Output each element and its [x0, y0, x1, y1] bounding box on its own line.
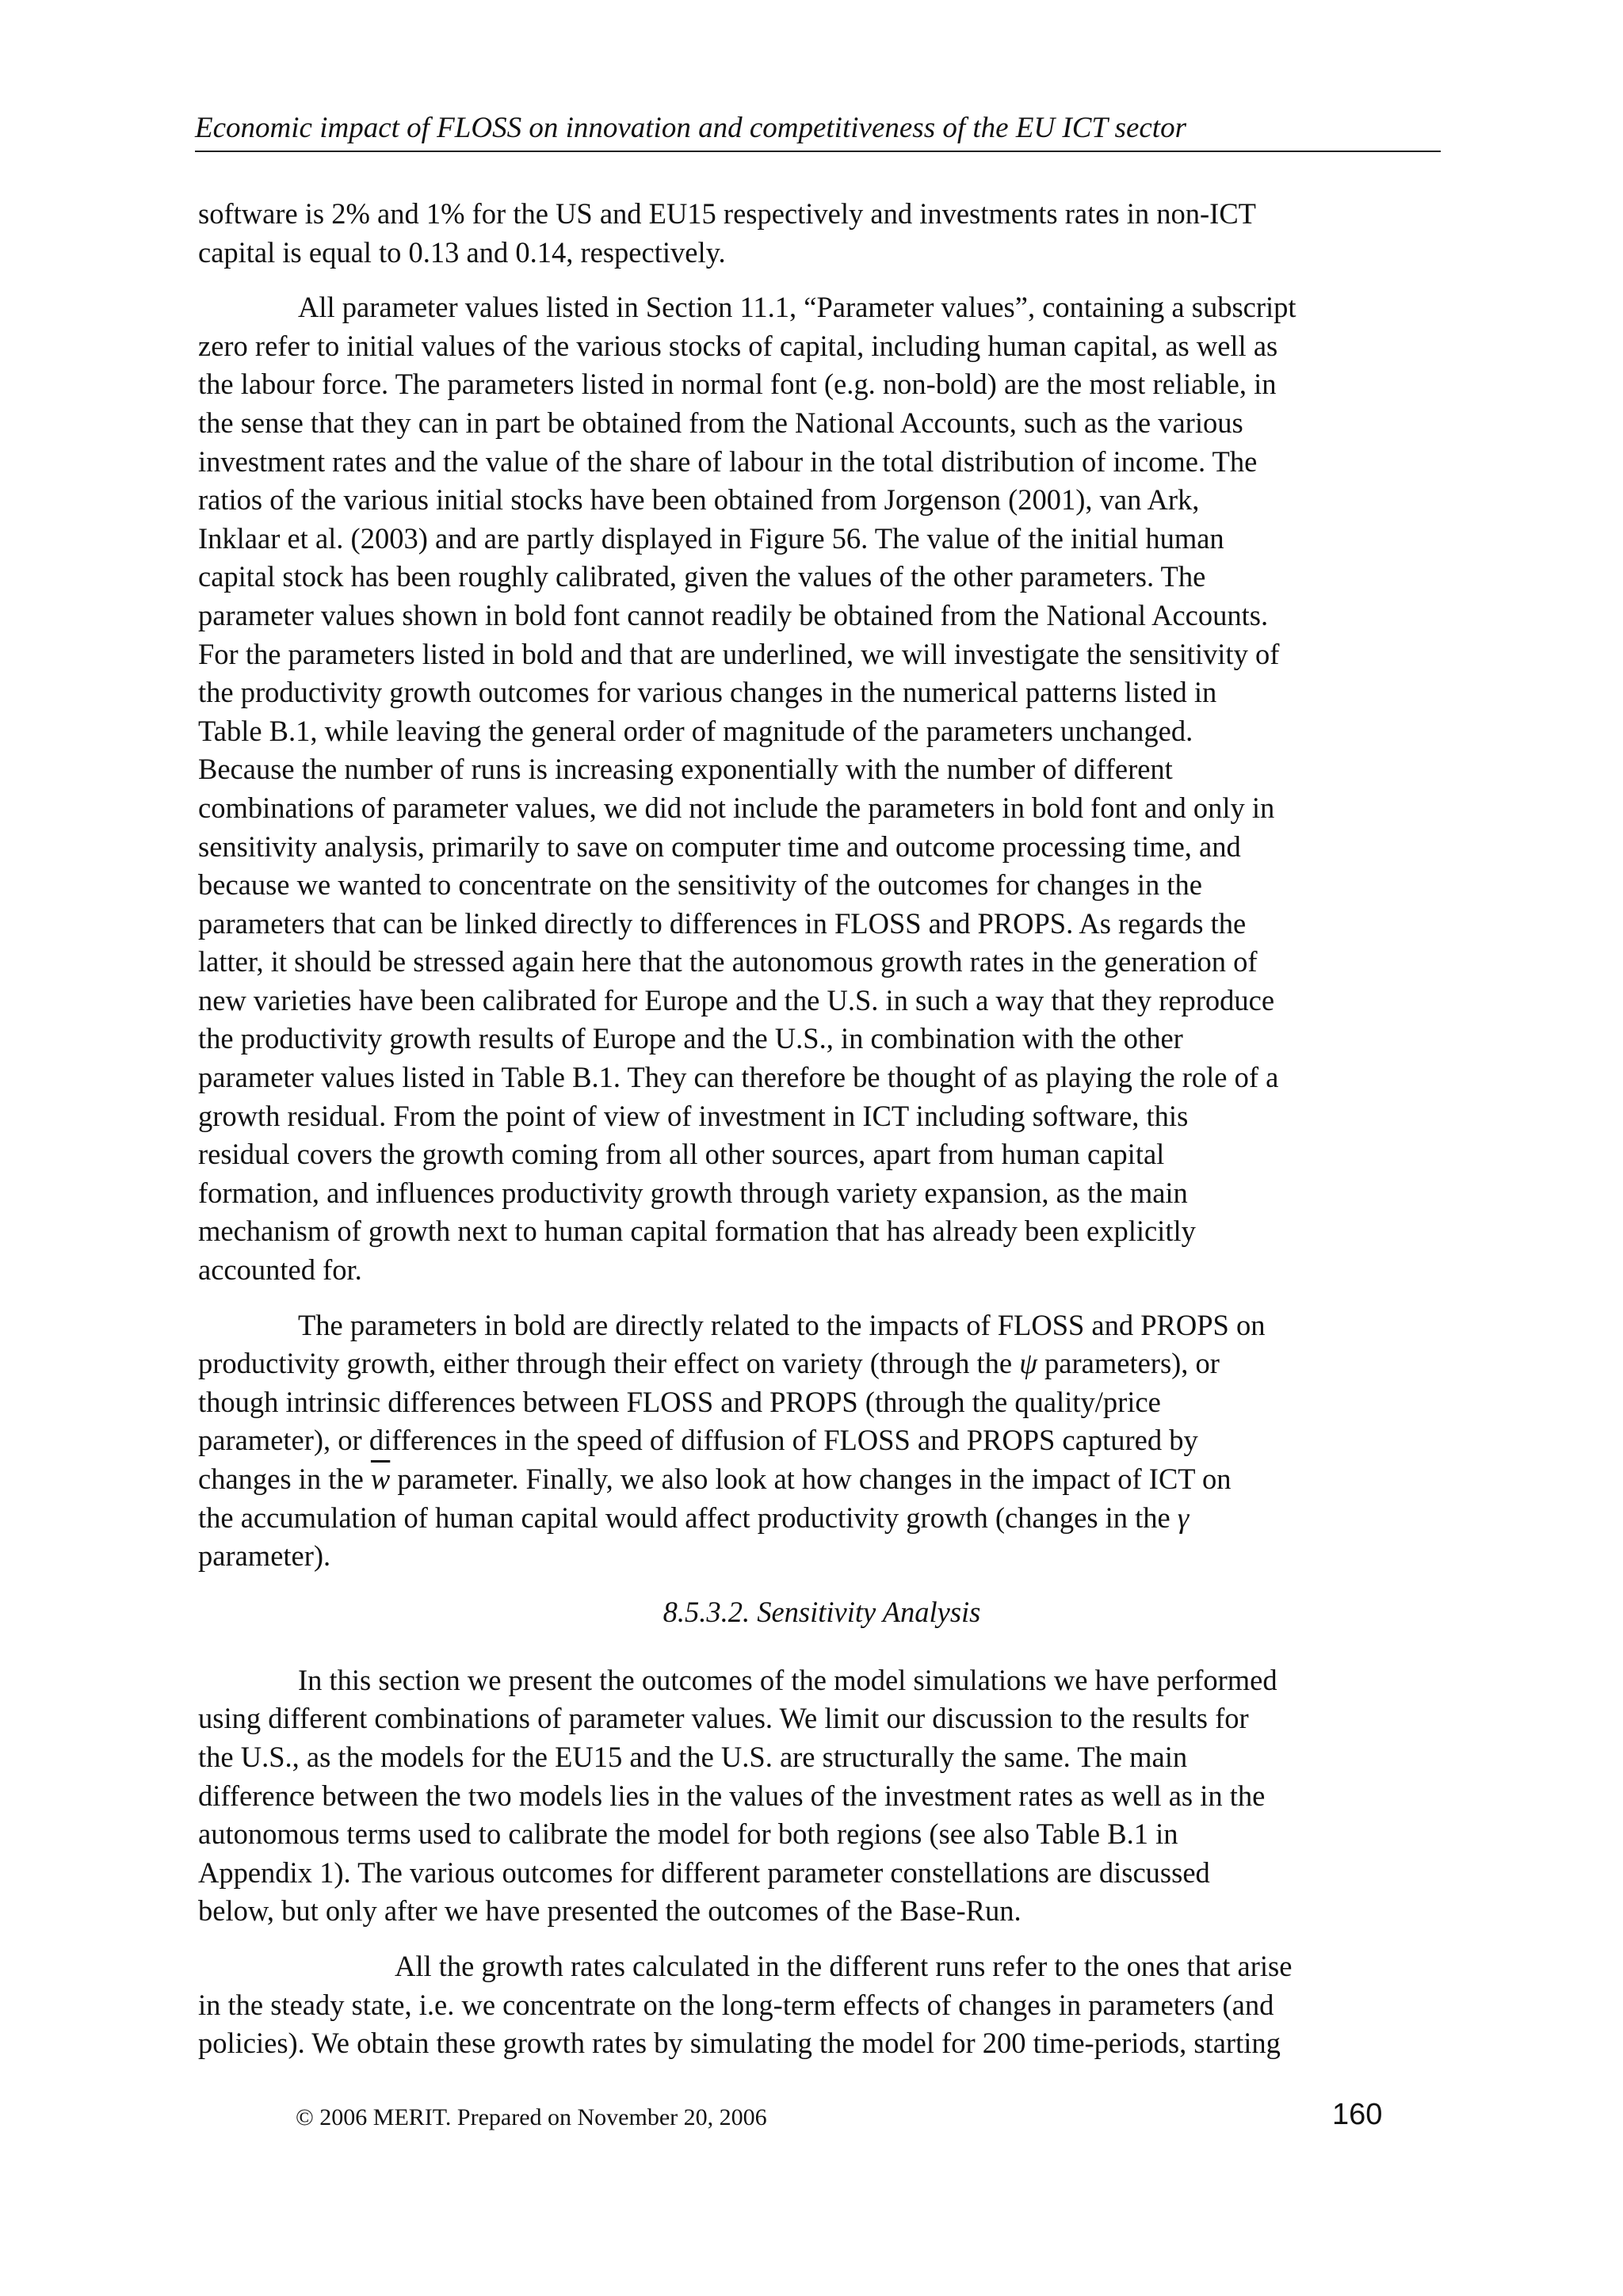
text-line: the labour force. The parameters listed in normal font (e.g. non-bold) are the most reliable, in [198, 368, 1277, 401]
text-line: ratios of the various initial stocks have been obtained from Jorgenson (2001), van Ark, [198, 483, 1200, 517]
text-line: Inklaar et al. (2003) and are partly displayed in Figure 56. The value of the initial human [198, 521, 1224, 555]
page-number: 160 [1332, 2098, 1383, 2131]
text-line: the U.S., as the models for the EU15 and the U.S. are structurally the same. The main [198, 1740, 1188, 1773]
text-line: below, but only after we have presented the outcomes of the Base-Run. [198, 1894, 1022, 1928]
text-line: zero refer to initial values of the various stocks of capital, including human capital, as well as [198, 329, 1278, 362]
paragraph-continued [198, 195, 1445, 272]
gamma-symbol: γ [1177, 1501, 1190, 1534]
w-bar-symbol: $\overline{w}$ [370, 1463, 391, 1495]
text-line: In this section we present the outcomes of the model simulations we have performed [298, 1663, 1277, 1696]
text-line: The parameters in bold are directly related to the impacts of FLOSS and PROPS on [298, 1308, 1266, 1341]
text-line: because we wanted to concentrate on the sensitivity of the outcomes for changes in the [198, 868, 1202, 902]
text-line: capital is equal to 0.13 and 0.14, respectively. [198, 235, 726, 269]
text-line: autonomous terms used to calibrate the model for both regions (see also Table B.1 in [198, 1817, 1178, 1851]
text-line: residual covers the growth coming from all other sources, apart from human capital [198, 1138, 1165, 1171]
text-line: Because the number of runs is increasing exponentially with the number of different [198, 753, 1173, 786]
footer-copyright: © 2006 MERIT. Prepared on November 20, 2006 [296, 2104, 767, 2130]
text-line: new varieties have been calibrated for Europe and the U.S. in such a way that they reproduce [198, 983, 1275, 1016]
text-line: latter, it should be stressed again here that the autonomous growth rates in the generation of [198, 945, 1258, 978]
text-line: growth residual. From the point of view of investment in ICT including software, this [198, 1099, 1189, 1132]
text-segment: the accumulation of human capital would affect productivity growth (changes in the [198, 1501, 1170, 1534]
page-body [198, 195, 1445, 2080]
text-line: the productivity growth results of Europe and the U.S., in combination with the other [198, 1022, 1183, 1055]
text-line: though intrinsic differences between FLOSS and PROPS (through the quality/price [198, 1385, 1161, 1418]
paragraph-growth-rates [198, 1947, 1445, 2063]
text-segment: parameter. Finally, we also look at how changes in the impact of ICT on [397, 1463, 1232, 1495]
psi-symbol: ψ [1019, 1347, 1037, 1380]
text-line: difference between the two models lies in the values of the investment rates as well as in the [198, 1779, 1266, 1812]
text-line: For the parameters listed in bold and that are underlined, we will investigate the sensitivity of [198, 637, 1280, 670]
text-line: combinations of parameter values, we did not include the parameters in bold font and only in [198, 791, 1275, 824]
text-line: mechanism of growth next to human capital formation that has already been explicitly [198, 1215, 1196, 1248]
paragraph-parameter-values [198, 288, 1445, 1289]
text-line: parameter). [198, 1539, 331, 1573]
text-line: All parameter values listed in Section 11.1, “Parameter values”, containing a subscript [298, 291, 1296, 324]
text-line: parameter values shown in bold font cannot readily be obtained from the National Accounts. [198, 598, 1269, 631]
text-line: Table B.1, while leaving the general order of magnitude of the parameters unchanged. [198, 714, 1193, 747]
text-segment: parameters), or [1044, 1347, 1220, 1380]
paragraph-bold-parameters [198, 1306, 1445, 1576]
text-line: parameters that can be linked directly to differences in FLOSS and PROPS. As regards the [198, 906, 1247, 940]
text-line: investment rates and the value of the share of labour in the total distribution of income. The [198, 444, 1258, 478]
text-line [198, 1499, 1445, 1538]
text-segment: productivity growth, either through their effect on variety (through the [198, 1347, 1013, 1380]
text-line: the productivity growth outcomes for various changes in the numerical patterns listed in [198, 676, 1217, 709]
text-line: All the growth rates calculated in the different runs refer to the ones that arise [395, 1949, 1293, 1982]
section-heading: 8.5.3.2. Sensitivity Analysis [663, 1595, 981, 1628]
text-line: accounted for. [198, 1253, 362, 1287]
paragraph-sensitivity-intro [198, 1661, 1445, 1931]
text-line: formation, and influences productivity growth through variety expansion, as the main [198, 1176, 1188, 1209]
text-line [198, 1460, 1445, 1499]
text-line: using different combinations of parameter values. We limit our discussion to the results for [198, 1702, 1249, 1735]
text-line: capital stock has been roughly calibrated, given the values of the other parameters. The [198, 560, 1206, 593]
text-line: software is 2% and 1% for the US and EU15 respectively and investments rates in non-ICT [198, 197, 1256, 230]
text-line: parameter values listed in Table B.1. They can therefore be thought of as playing the role of a [198, 1061, 1279, 1094]
text-line [198, 1344, 1445, 1383]
text-line: in the steady state, i.e. we concentrate on the long-term effects of changes in parameters (and [198, 1988, 1274, 2021]
text-line: policies). We obtain these growth rates by simulating the model for 200 time-periods, starting [198, 2027, 1281, 2060]
text-segment: changes in the [198, 1463, 364, 1495]
running-header: Economic impact of FLOSS on innovation and competitiveness of the EU ICT sector [195, 109, 1441, 152]
text-line: parameter), or differences in the speed of diffusion of FLOSS and PROPS captured by [198, 1424, 1198, 1457]
text-line: Appendix 1). The various outcomes for different parameter constellations are discussed [198, 1855, 1210, 1889]
text-line: sensitivity analysis, primarily to save on computer time and outcome processing time, and [198, 830, 1241, 863]
text-line: the sense that they can in part be obtained from the National Accounts, such as the various [198, 406, 1243, 439]
